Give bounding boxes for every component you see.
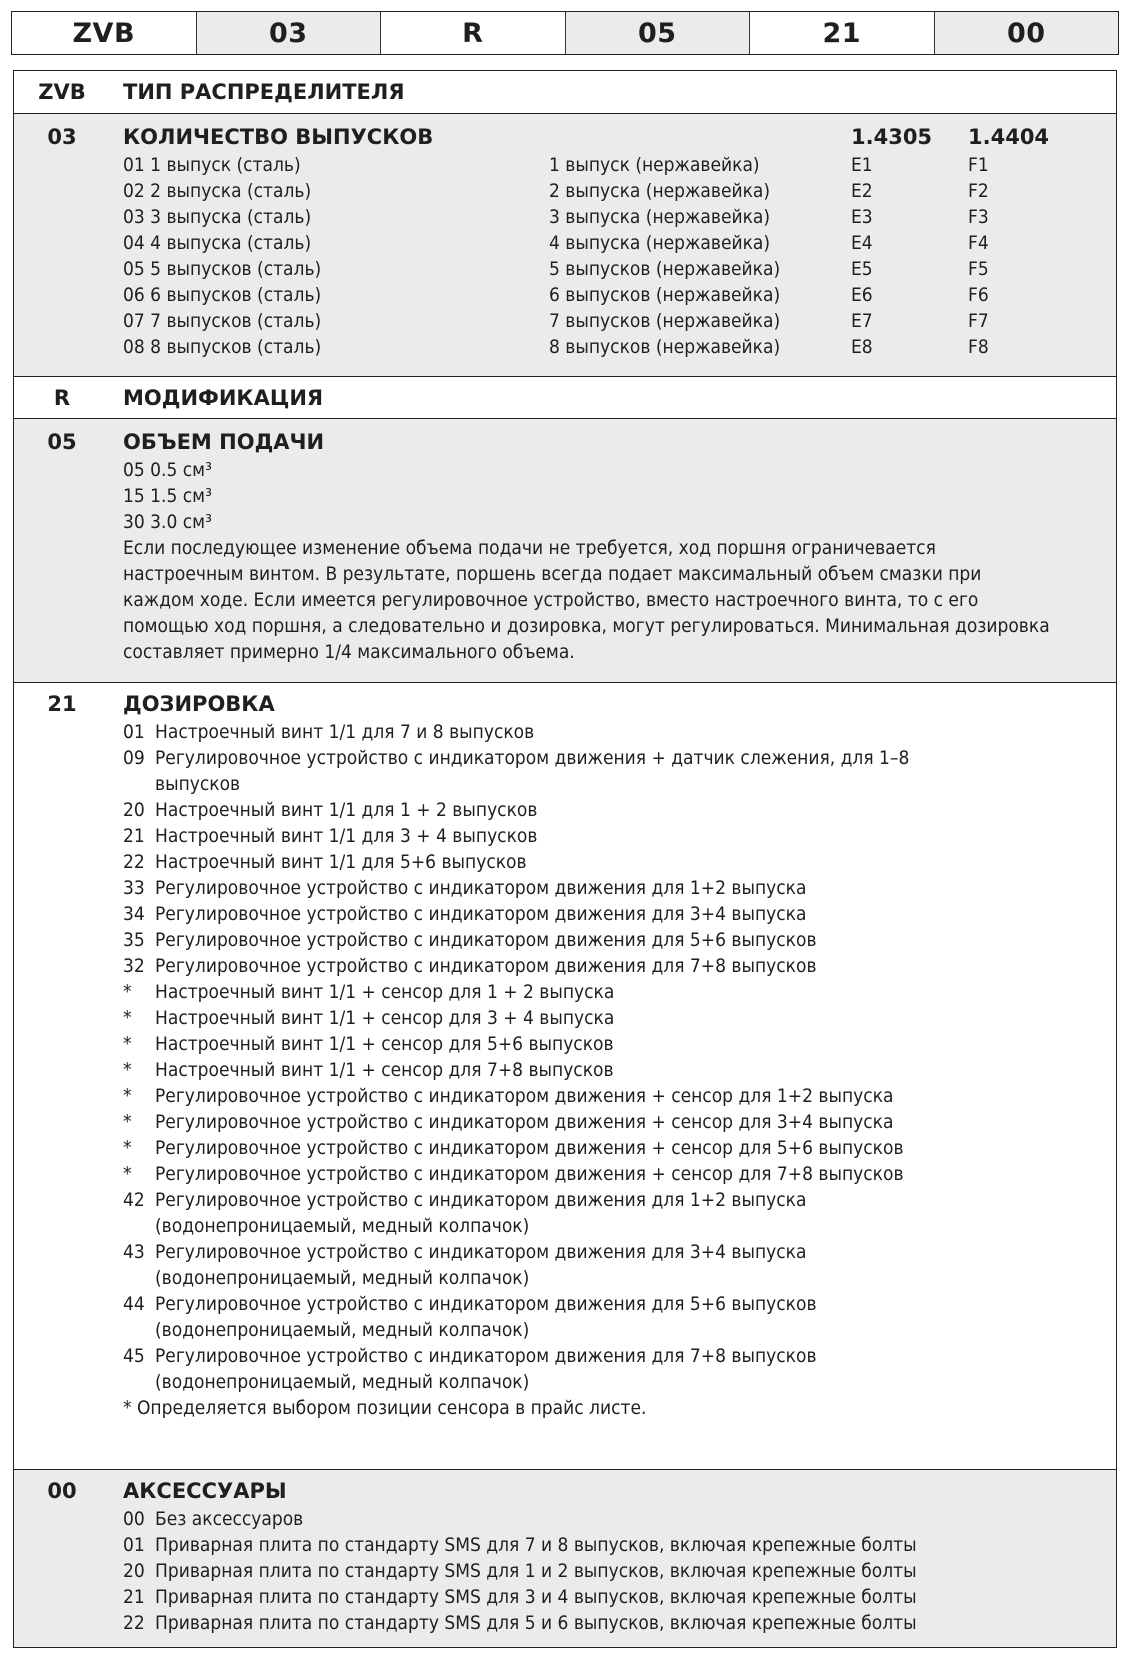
material-code-1-4404: F4 [968,232,989,254]
material-code-1-4404: F3 [968,206,989,228]
list-item [123,1610,1106,1636]
list-item [123,901,1106,927]
outlet-stainless-option: 2 выпуска (нержавейка) [549,180,771,202]
list-item [123,1187,1106,1239]
item-text [155,1161,1106,1187]
material-code-1-4404: F5 [968,258,989,280]
section-title: КОЛИЧЕСТВО ВЫПУСКОВ [123,125,434,149]
list-item [123,1291,1106,1343]
outlet-steel-option: 01 1 выпуск (сталь) [123,154,301,176]
item-code: 32 [123,955,145,977]
list-item [123,979,1106,1005]
item-text [155,1610,1106,1636]
item-text [155,1291,1106,1343]
item-text-main: Регулировочное устройство с индикатором движения для 3+4 выпуска [155,1241,807,1263]
material-code-1-4305: E2 [851,180,873,202]
item-text-main: Настроечный винт 1/1 + сенсор для 1 + 2 выпуска [155,981,615,1003]
item-code: 45 [123,1345,145,1367]
list-item [123,875,1106,901]
list-item [123,1584,1106,1610]
item-text-main: Приварная плита по стандарту SMS для 7 и 8 выпусков, включая крепежные болты [155,1534,917,1556]
code-segment-outlets: 03 [196,12,381,54]
item-code: 21 [123,825,145,847]
item-text [155,1109,1106,1135]
item-text-main: Приварная плита по стандарту SMS для 3 и 4 выпусков, включая крепежные болты [155,1586,917,1608]
item-text-continuation: выпусков [155,773,241,795]
outlet-stainless-option: 3 выпуска (нержавейка) [549,206,771,228]
column-header-1-4305: 1.4305 [851,125,933,149]
list-item [123,927,1106,953]
material-code-1-4404: F2 [968,180,989,202]
item-text [155,1584,1106,1610]
outlet-steel-option: 03 3 выпуска (сталь) [123,206,312,228]
material-code-1-4404: F6 [968,284,989,306]
item-code: 09 [123,747,145,769]
section-distributor-type [14,71,1116,113]
item-text-continuation: (водонепроницаемый, медный колпачок) [155,1267,530,1289]
list-item [123,1005,1106,1031]
item-text-main: Настроечный винт 1/1 + сенсор для 3 + 4 выпуска [155,1007,615,1029]
item-code: 01 [123,721,145,743]
section-code: ZVB [38,80,86,104]
material-code-1-4404: F8 [968,336,989,358]
section-outlets [14,113,1116,376]
material-code-1-4404: F1 [968,154,989,176]
item-text [155,1239,1106,1291]
item-text-main: Приварная плита по стандарту SMS для 1 и 2 выпусков, включая крепежные болты [155,1560,917,1582]
list-item [123,849,1106,875]
material-code-1-4305: E4 [851,232,873,254]
item-code: 22 [123,1612,145,1634]
item-code: * [123,981,132,1003]
section-code: 00 [47,1479,77,1503]
material-code-1-4305: E5 [851,258,873,280]
list-item [123,953,1106,979]
item-code: 42 [123,1189,145,1211]
list-item [123,1031,1106,1057]
item-code: * [123,1085,132,1107]
item-text-main: Настроечный винт 1/1 для 5+6 выпусков [155,851,527,873]
item-code: 43 [123,1241,145,1263]
material-code-1-4305: E7 [851,310,873,332]
item-text [155,745,1106,797]
item-code: 22 [123,851,145,873]
outlet-steel-option: 04 4 выпуска (сталь) [123,232,312,254]
outlet-stainless-option: 4 выпуска (нержавейка) [549,232,771,254]
list-item [123,1506,1106,1532]
section-title: ОБЪЕМ ПОДАЧИ [123,430,325,454]
item-text-main: Регулировочное устройство с индикатором движения + сенсор для 7+8 выпусков [155,1163,904,1185]
list-item [123,1239,1106,1291]
item-code: * [123,1163,132,1185]
list-item [123,823,1106,849]
item-code: 00 [123,1508,145,1530]
outlet-steel-option: 08 8 выпусков (сталь) [123,336,322,358]
list-item [123,1109,1106,1135]
code-segment-accessories: 00 [934,12,1119,54]
list-item [123,1343,1106,1395]
item-text-continuation: (водонепроницаемый, медный колпачок) [155,1319,530,1341]
outlet-steel-option: 06 6 выпусков (сталь) [123,284,322,306]
volume-option: 15 1.5 см³ [123,485,212,507]
item-text [155,1558,1106,1584]
section-code: R [53,386,71,410]
section-title: ТИП РАСПРЕДЕЛИТЕЛЯ [123,80,405,104]
item-text-main: Регулировочное устройство с индикатором движения + сенсор для 1+2 выпуска [155,1085,894,1107]
material-code-1-4404: F7 [968,310,989,332]
list-item [123,1135,1106,1161]
code-segment-modification: R [380,12,565,54]
item-text [155,849,1106,875]
dosing-list [123,719,1106,1395]
outlet-stainless-option: 7 выпусков (нержавейка) [549,310,781,332]
list-item [123,1057,1106,1083]
section-accessories [14,1469,1116,1647]
item-code: 35 [123,929,145,951]
section-feed-volume [14,418,1116,682]
item-text [155,1057,1106,1083]
code-segment-volume: 05 [565,12,750,54]
section-title: ДОЗИРОВКА [123,692,275,716]
item-code: 01 [123,1534,145,1556]
specification-table [13,70,1117,1648]
section-dosing [14,682,1116,1469]
section-title: МОДИФИКАЦИЯ [123,386,324,410]
item-text-continuation: (водонепроницаемый, медный колпачок) [155,1371,530,1393]
item-text [155,1005,1106,1031]
list-item [123,1161,1106,1187]
section-modification [14,376,1116,418]
item-text-main: Регулировочное устройство с индикатором движения для 3+4 выпуска [155,903,807,925]
item-text-main: Настроечный винт 1/1 + сенсор для 7+8 выпусков [155,1059,614,1081]
item-text [155,953,1106,979]
outlets-grid [123,122,1106,360]
item-text-main: Настроечный винт 1/1 для 7 и 8 выпусков [155,721,535,743]
item-text [155,1343,1106,1395]
item-text [155,1187,1106,1239]
list-item [123,1532,1106,1558]
volume-option: 05 0.5 см³ [123,459,212,481]
item-code: * [123,1007,132,1029]
item-text-main: Настроечный винт 1/1 для 1 + 2 выпусков [155,799,538,821]
item-code: * [123,1059,132,1081]
list-item [123,1558,1106,1584]
item-text [155,1506,1106,1532]
item-text [155,1083,1106,1109]
material-code-1-4305: E8 [851,336,873,358]
outlet-steel-option: 05 5 выпусков (сталь) [123,258,322,280]
item-text [155,797,1106,823]
item-text-continuation: (водонепроницаемый, медный колпачок) [155,1215,530,1237]
outlet-steel-option: 02 2 выпуска (сталь) [123,180,312,202]
item-code: * [123,1033,132,1055]
order-code-bar [11,11,1119,55]
item-code: * [123,1137,132,1159]
item-text-main: Регулировочное устройство с индикатором движения для 1+2 выпуска [155,1189,807,1211]
outlet-stainless-option: 8 выпусков (нержавейка) [549,336,781,358]
volume-option: 30 3.0 см³ [123,511,212,533]
item-text-main: Настроечный винт 1/1 + сенсор для 5+6 выпусков [155,1033,614,1055]
outlet-stainless-option: 6 выпусков (нержавейка) [549,284,781,306]
item-text-main: Регулировочное устройство с индикатором движения для 7+8 выпусков [155,955,817,977]
dosing-footnote: * Определяется выбором позиции сенсора в прайс листе. [123,1397,647,1419]
list-item [123,1083,1106,1109]
item-text [155,979,1106,1005]
material-code-1-4305: E1 [851,154,873,176]
section-code: 03 [47,125,77,149]
item-code: * [123,1111,132,1133]
item-text-main: Регулировочное устройство с индикатором движения для 5+6 выпусков [155,1293,817,1315]
material-code-1-4305: E3 [851,206,873,228]
header-spacer [549,122,851,152]
item-text-main: Настроечный винт 1/1 для 3 + 4 выпусков [155,825,538,847]
list-item [123,797,1106,823]
item-code: 21 [123,1586,145,1608]
item-text [155,1532,1106,1558]
item-text-main: Без аксессуаров [155,1508,304,1530]
section-code: 21 [47,692,77,716]
item-text-main: Регулировочное устройство с индикатором движения для 7+8 выпусков [155,1345,817,1367]
item-code: 33 [123,877,145,899]
list-item [123,719,1106,745]
item-text [155,875,1106,901]
section-code: 05 [47,430,77,454]
item-text [155,823,1106,849]
item-text [155,901,1106,927]
item-text [155,1135,1106,1161]
material-code-1-4305: E6 [851,284,873,306]
item-code: 20 [123,1560,145,1582]
outlet-steel-option: 07 7 выпусков (сталь) [123,310,322,332]
accessories-list [123,1506,1106,1636]
section-title: АКСЕССУАРЫ [123,1479,287,1503]
item-code: 44 [123,1293,145,1315]
item-code: 20 [123,799,145,821]
list-item [123,745,1106,797]
code-segment-dosing: 21 [749,12,934,54]
item-text [155,719,1106,745]
outlet-stainless-option: 5 выпусков (нержавейка) [549,258,781,280]
item-text-main: Регулировочное устройство с индикатором движения для 1+2 выпуска [155,877,807,899]
code-segment-type: ZVB [72,17,136,49]
item-code: 34 [123,903,145,925]
item-text-main: Регулировочное устройство с индикатором движения для 5+6 выпусков [155,929,817,951]
volume-note: Если последующее изменение объема подачи не требуется, ход поршня ограничевается настроечным винтом. В результате, поршень всегда подает максимальный объем смазки при каждом ходе. Если имеется регулировочное устройство, вместо настроечного винта, то с его помощью ход поршня, а следовательно и дозировка, могут регулироваться. Минимальная дозировка составляет примерно 1/4 максимального объема. [123,537,1050,663]
column-header-1-4404: 1.4404 [968,125,1050,149]
item-text-main: Регулировочное устройство с индикатором движения + датчик слежения, для 1–8 [155,747,910,769]
item-text [155,927,1106,953]
outlet-stainless-option: 1 выпуск (нержавейка) [549,154,760,176]
item-text-main: Регулировочное устройство с индикатором движения + сенсор для 5+6 выпусков [155,1137,904,1159]
item-text-main: Приварная плита по стандарту SMS для 5 и 6 выпусков, включая крепежные болты [155,1612,917,1634]
item-text-main: Регулировочное устройство с индикатором движения + сенсор для 3+4 выпуска [155,1111,894,1133]
item-text [155,1031,1106,1057]
